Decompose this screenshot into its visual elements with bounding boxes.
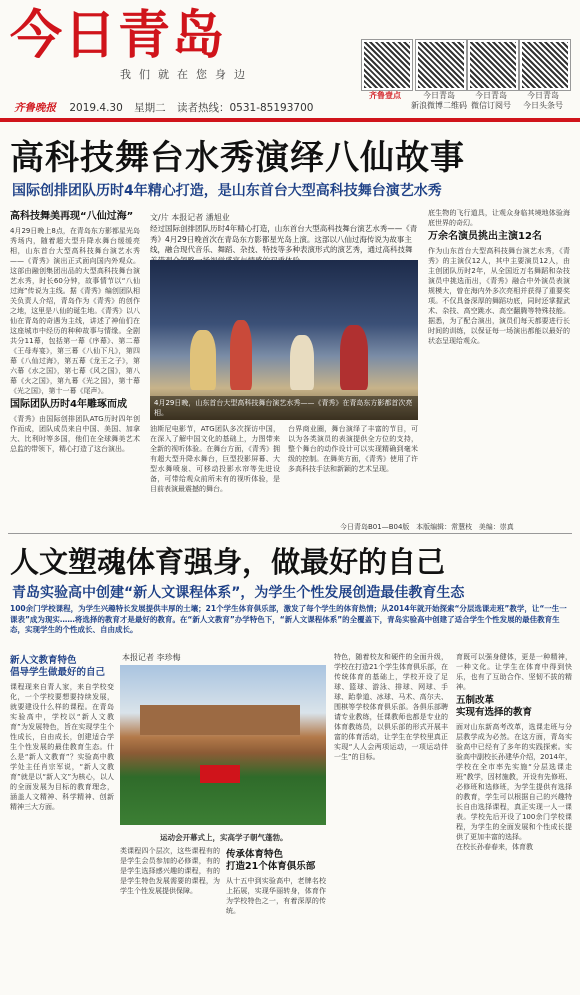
story1-photo xyxy=(150,260,418,420)
performer-figure xyxy=(190,330,216,390)
slogan: 我们就在您身边 xyxy=(120,68,253,81)
story2-byline: 本报记者 李珍梅 xyxy=(122,653,181,662)
qr-sublabel: 微信订阅号 xyxy=(471,101,511,110)
qr-label: 齐鲁壹点 xyxy=(369,91,401,100)
section-label: 今日青岛B01—B04版 xyxy=(340,523,410,531)
story1-right-text: 作为山东首台大型高科技舞台演艺水秀，《青秀》的主演仅12人，其中主要演员12人，由主创团队历时2年，从全国近万名舞蹈和杂技演员中挑选而出，《青秀》融合中外演员表演规模大，曾在海内外多次亮相并获得了重要奖项。不仅具备深厚的舞蹈功底，同时还掌握武术、杂技、高空跳水、高空翻腾等特殊技能。据悉，为了配合演出，演员们每天都要进行长时间的训练，以保证每一场演出都能以最好的状态呈现给观众。 xyxy=(428,247,570,345)
story2-center-text: 特色，随着校友和硬件的全面升级，学校在打造21个学生体育俱乐部，在传统体育的基础上，学校开设了足球、篮球、游泳、排球、网球、手球、跆拳道、冰球、马术、高尔夫、围棋等学校体育俱乐部。各俱乐部聘请专业教练，任课教师也都是专业的体育教练员，以俱乐部的形式开展丰富的体育活动，让学生在学校里真正实现“人人会两项运动，一项运动伴一生”的目标。 xyxy=(334,653,448,761)
qr-code-icon xyxy=(362,40,412,90)
issue-date: 2019.4.30 xyxy=(69,102,123,114)
story1-photo-caption: 4月29日晚，山东首台大型高科技舞台演艺水秀——《青秀》在青岛东方影都首次亮相。 xyxy=(150,396,418,420)
section-divider xyxy=(8,533,572,534)
story2-mid-text2: 从十五中到实验高中，老牌名校上拓展，实现华丽转身，体育作为学校特色之一，有着深厚的传统。 xyxy=(226,877,326,915)
paper-name: 齐鲁晚报 xyxy=(14,102,56,114)
story1-left-column xyxy=(10,208,140,518)
story1-mid-text2: 台界商业圈，舞台演绎了丰富的节目，可以为各类演员的表演提供全方位的支持，整个舞台的动作设计可以实现精确到毫米级的控制。在舞美方面，《青秀》使用了许多高科技手法和新颖的艺术呈现。 xyxy=(288,425,418,473)
story2-mid-text: 类课程四个层次，这些课程有的是学生会员参加的必修课，有的是学生选择感兴趣的课程，有的是学生特色发展需要的课程，为学生个性发展提供保障。 xyxy=(120,847,220,895)
building-shape xyxy=(140,705,300,735)
masthead-divider xyxy=(0,118,580,122)
editor-label: 本版编辑：常慧枝 xyxy=(416,523,473,531)
story2-right-text: 育既可以强身健体，更是一种精神，一种文化。让学生在体育中得到快乐，也有了互助合作、坚韧不拔的精神。 xyxy=(456,653,572,691)
qr-label: 今日青岛 xyxy=(475,91,507,100)
story2-mid-column xyxy=(120,846,220,990)
qr-label: 今日青岛 xyxy=(423,91,455,100)
designer-label: 美编：崇真 xyxy=(478,523,514,531)
performer-figure xyxy=(340,325,368,390)
story1-left-heading2: 国际团队历时4年雕琢而成 xyxy=(10,399,127,410)
story1-left-text: 4月29日晚上8点，在青岛东方影都星光岛秀场内，随着超大型升降水舞台缓缓亮相，山东首台大型高科技舞台演艺水秀——《青秀》演出正式面向国内外观众。这部由融创集团出品的大型高科技舞台演艺水秀，时长60分钟，故事情节以“八仙过海”传说为主线。据《青秀》编创团队相关负责人介绍，青岛作为《青秀》的创作之地，这里是八仙的诞生地。《青秀》以八仙在青岛的奇遇为主线，讲述了神仙们在这座城市中经历的种种故事与情缘。全剧共分11幕，包括第一幕《序幕》、第二幕《王母寿宴》，第三幕《八仙下凡》，第四幕《八仙过海》，第五幕《龙王之子》，第六幕《水之国》，第七幕《风之国》，第八幕《火之国》，第九幕《光之国》，第十幕《光之国》，第十一幕《尾声》。 xyxy=(10,227,140,395)
reader-hotline: 读者热线：0531-85193700 xyxy=(176,102,314,114)
story1-left-heading: 高科技舞美再现“八仙过海” xyxy=(10,211,134,222)
story2-intro: 100余门学校课程，为学生兴趣特长发展提供丰厚的土壤；21个学生体育俱乐部，激发了每个学生的体育热情；从2014年就开始探索“分层选课走班”教学，让“一生一课表”成为现实……将选择的教育才是最好的教育。在“新人文教育”办学特色下，“新人文课程体系”的全覆盖下，青岛实验高中创建了适合学生个性发展的最佳教育生态，实现学生的个性成长、自由成长。 xyxy=(10,604,567,634)
performer-figure xyxy=(290,335,314,390)
qr-code-icon xyxy=(520,40,570,90)
story2-right-column xyxy=(456,652,572,990)
story1-right-text-top: 底生物的飞行道具，让观众身临其境地体验海底世界的奇幻。 xyxy=(428,209,570,227)
qr-code-icon xyxy=(468,40,518,90)
page-footer xyxy=(340,522,514,532)
story2-photo xyxy=(120,665,326,825)
story2-right-heading: 五制改革 实现有选择的教育 xyxy=(456,695,533,718)
story1-mid-column xyxy=(150,424,280,516)
story1-mid-text: 油斯尼电影节，ATG团队多次探访中国，在深入了解中国文化的基础上，力图带来全新的视听体验。在舞台方面，《青秀》拥有超大型升降水舞台，巨型投影屏幕、大型水舞喷泉、可移动投影水帘等先进设备，可带给观众前所未有的视听体验，是目前表演最震撼的舞台。 xyxy=(150,425,280,493)
story2-right-text2: 面对山东新高考改革，选课走班与分层教学成为必然。在这方面，青岛实验高中已经有了多年的实践探索。实验高中副校长孙建华介绍，2014年，学校在全市率先实施“分层选课走班”教学，因材施教，开设有先修班、必修班和选修班，为学生提供有选择的教育，学生可以根据自己的兴趣特长自由选择课程，真正实现一人一课表。学校先后开设了100余门学校课程，为学生的全面发展和个性成长提供了更加丰富的选择。 xyxy=(456,723,572,841)
story1-lede: 经过国际创排团队历时4年精心打造，山东首台大型高科技舞台演艺水秀——《青秀》4月29日晚首次在青岛东方影都星光岛上演。这部以八仙过海传说为故事主线，融合现代音乐、舞蹈、杂技、特技等多种表演形式的演艺秀，通过高科技舞 xyxy=(150,224,418,254)
masthead xyxy=(0,0,580,118)
story2-subheadline: 青岛实验高中创建“新人文课程体系”，为学生个性发展创造最佳教育生态 xyxy=(12,585,465,601)
story2-mid-heading: 传承体育特色 打造21个体育俱乐部 xyxy=(226,849,316,872)
story2-left-text: 课程现来自青人家，来自学校变化，一个学校要想要持续发展，就要建设什么样的课程。在青岛实验高中，学校以“新人文教育”为发展特色，旨在实现学生个性成长，自由成长，创建适合学生个性发展的最佳教育生态。什么是“新人文教育”？实验高中教学处主任肖宗军说，“新人文教育”就是以“新人文”为核心，以人的全面发展为目标的教育理念，涵盖人文精神、科学精神、创新精神三大方面。 xyxy=(10,683,114,811)
qr-label: 今日青岛 xyxy=(527,91,559,100)
story1-subheadline: 国际创排团队历时4年精心打造，是山东首台大型高科技舞台演艺水秀 xyxy=(12,183,442,199)
story1-mid-column2 xyxy=(288,424,418,516)
story2-mid-column2 xyxy=(226,846,326,990)
story1-left-text2: 《青秀》由国际创排团队ATG历时四年创作而成，团队成员来自中国、美国、加拿大、比利时等多国，他们在全球舞美艺术总监的带领下，精心打造了这台演出。 xyxy=(10,415,140,453)
issue-info xyxy=(14,100,321,115)
issue-weekday: 星期二 xyxy=(134,102,166,114)
performer-figure xyxy=(230,320,252,390)
story2-center-column xyxy=(334,652,448,990)
story2-left-heading: 新人文教育特色 倡导学生做最好的自己 xyxy=(10,655,106,678)
qr-sublabel: 新浪微博二维码 xyxy=(411,101,467,110)
story1-headline: 高科技舞台水秀演绎八仙故事 xyxy=(10,138,465,178)
story1-right-heading: 万余名演员挑出主演12名 xyxy=(428,231,542,242)
story1-right-column xyxy=(428,208,570,518)
qr-code-icon xyxy=(416,40,466,90)
story2-left-column xyxy=(10,652,114,990)
flag-shape xyxy=(200,765,240,783)
story1-byline: 文/片 本报记者 潘旭业 xyxy=(150,213,230,222)
newspaper-logo: 今日青岛 xyxy=(10,6,227,66)
story2-right-bottom: 在校长孙春春来，体育教 xyxy=(456,843,533,851)
story2-headline: 人文塑魂体育强身，做最好的自己 xyxy=(10,545,446,579)
story2-photo-caption: 运动会开幕式上，实高学子朝气蓬勃。 xyxy=(160,833,288,842)
qr-sublabel: 今日头条号 xyxy=(523,101,563,110)
